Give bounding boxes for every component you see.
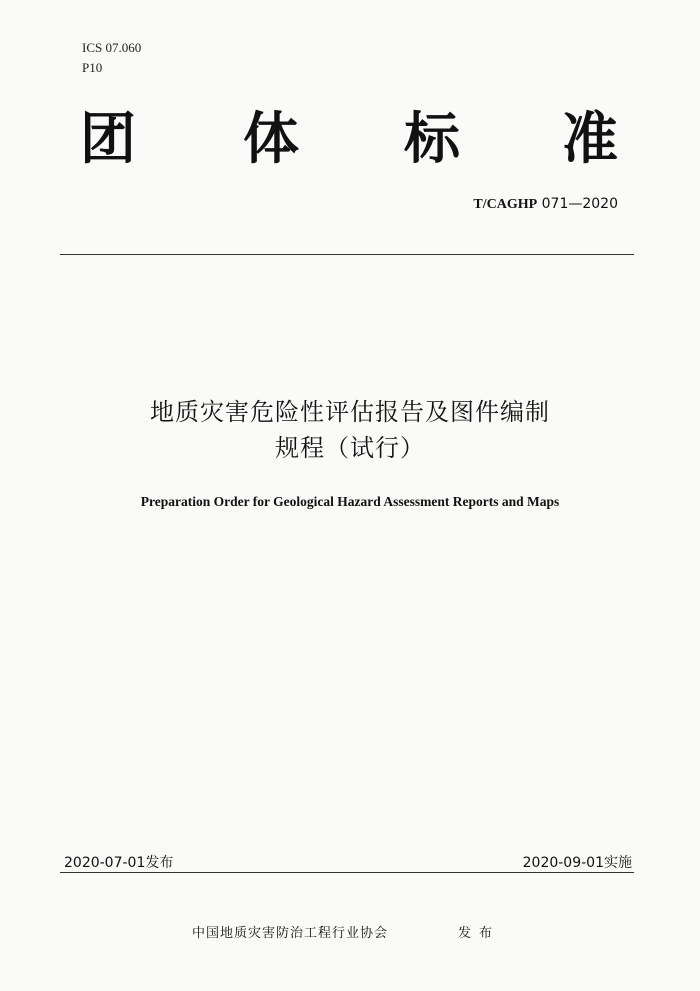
standard-type-char: 体 xyxy=(243,107,299,172)
classification-code: P10 xyxy=(82,60,103,75)
standard-number-prefix: T/CAGHP xyxy=(473,197,538,212)
bottom-divider xyxy=(60,872,634,873)
title-chinese-line2: 规程（试行） xyxy=(275,434,425,462)
publisher-name: 中国地质灾害防治工程行业协会 xyxy=(192,926,389,941)
publish-action: 发布 xyxy=(458,926,501,941)
title-english: Preparation Order for Geological Hazard Assessment Reports and Maps xyxy=(140,494,560,509)
standard-type-char: 准 xyxy=(562,107,618,172)
issue-date: 2020-07-01发布 xyxy=(64,855,174,871)
title-chinese-line1: 地质灾害危险性评估报告及图件编制 xyxy=(150,398,550,426)
standard-number xyxy=(473,196,618,213)
implementation-date: 2020-09-01实施 xyxy=(522,855,632,871)
top-divider xyxy=(60,254,634,255)
standard-type-char: 标 xyxy=(404,107,460,172)
standard-type-char: 团 xyxy=(80,107,136,172)
ics-code: ICS 07.060 xyxy=(82,40,142,55)
standard-number-suffix: 071—2020 xyxy=(537,196,618,212)
